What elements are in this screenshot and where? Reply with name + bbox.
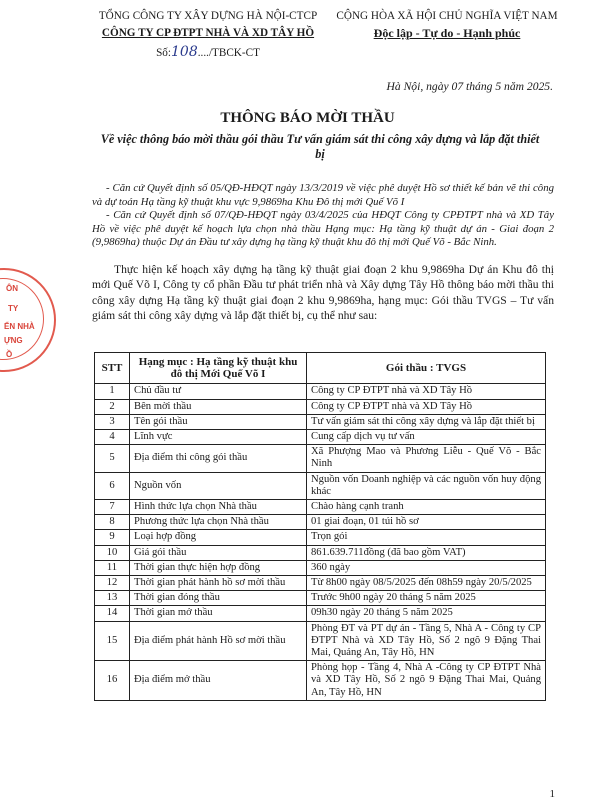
row-number: 12 xyxy=(95,576,130,591)
row-item: Thời gian đóng thầu xyxy=(130,591,307,606)
table-row xyxy=(95,500,546,515)
row-number: 15 xyxy=(95,621,130,661)
citation-2: - Căn cứ Quyết định số 07/QĐ-HĐQT ngày 03/4/2025 của HĐQT Công ty CPĐTPT nhà và XD Tây Hồ về việc phê duyệt kế hoạch lựa chọn nhà thầu Hạng mục: Hạ tầng kỹ thuật dự án - Giai đoạn 2 (9,9869ha) thuộc Dự án Đầu tư xây dựng hạ tầng kỹ thuật khu đô thị mới Quế Võ - Bắc Ninh. xyxy=(92,209,554,248)
row-value: Cung cấp dịch vụ tư vấn xyxy=(307,430,546,445)
intro-paragraph: Thực hiện kế hoạch xây dựng hạ tầng kỹ thuật giai đoạn 2 khu 9,9869ha Dự án Khu đô thị mới Quế Võ I, Công ty cổ phần Đầu tư phát triển nhà và Xây dựng Tây Hồ thông báo mời thầu thi công xây dựng Hạ tầng kỹ thuật giai đoạn 2 khu 9,9869ha, hạng mục: Gói thầu TVGS – Tư vấn giám sát thi công xây dựng và lắp đặt thiết bị, cụ thể như sau: xyxy=(92,263,554,322)
table-row xyxy=(95,560,546,575)
row-value: Công ty CP ĐTPT nhà và XD Tây Hồ xyxy=(307,384,546,399)
row-number: 4 xyxy=(95,430,130,445)
row-value: 360 ngày xyxy=(307,560,546,575)
row-value: Phòng họp - Tầng 4, Nhà A -Công ty CP ĐTPT Nhà và XD Tây Hồ, Số 2 ngõ 9 Đặng Thai Mai, Quảng An, Tây Hồ, HN xyxy=(307,661,546,701)
table-row xyxy=(95,621,546,661)
table-row xyxy=(95,445,546,472)
document-number xyxy=(92,44,324,62)
row-value: Chào hàng cạnh tranh xyxy=(307,500,546,515)
table-row xyxy=(95,576,546,591)
row-item: Bên mời thầu xyxy=(130,399,307,414)
issue-date: Hà Nội, ngày 07 tháng 5 năm 2025. xyxy=(386,80,553,93)
row-value: Công ty CP ĐTPT nhà và XD Tây Hồ xyxy=(307,399,546,414)
legal-basis xyxy=(92,182,554,250)
issuer-block xyxy=(92,8,324,62)
row-item: Địa điểm thi công gói thầu xyxy=(130,445,307,472)
table-row xyxy=(95,591,546,606)
row-value: 01 giai đoạn, 01 túi hồ sơ xyxy=(307,515,546,530)
col-package: Gói thầu : TVGS xyxy=(307,353,546,384)
national-header xyxy=(322,8,572,42)
table-row xyxy=(95,399,546,414)
row-item: Thời gian phát hành hồ sơ mời thầu xyxy=(130,576,307,591)
bid-info-table xyxy=(94,352,546,701)
row-number: 7 xyxy=(95,500,130,515)
row-item: Thời gian mở thầu xyxy=(130,606,307,621)
row-item: Địa điểm mở thầu xyxy=(130,661,307,701)
row-value: Tư vấn giám sát thi công xây dựng và lắp đặt thiết bị xyxy=(307,414,546,429)
row-item: Phương thức lựa chọn Nhà thầu xyxy=(130,515,307,530)
row-value: 09h30 ngày 20 tháng 5 năm 2025 xyxy=(307,606,546,621)
row-number: 8 xyxy=(95,515,130,530)
row-number: 16 xyxy=(95,661,130,701)
nation-name: CỘNG HÒA XÃ HỘI CHỦ NGHĨA VIỆT NAM xyxy=(336,10,558,22)
table-row xyxy=(95,515,546,530)
row-value: Nguồn vốn Doanh nghiệp và các nguồn vốn huy động khác xyxy=(307,472,546,499)
row-item: Tên gói thầu xyxy=(130,414,307,429)
table-row xyxy=(95,530,546,545)
row-number: 5 xyxy=(95,445,130,472)
table-row xyxy=(95,414,546,429)
citation-1: - Căn cứ Quyết định số 05/QĐ-HĐQT ngày 13/3/2019 về việc phê duyệt Hồ sơ thiết kế bản vẽ thi công và dự toán Hạ tầng kỹ thuật khu vực 9,9869ha Khu Đô thị mới Quế Võ I xyxy=(92,182,554,208)
national-motto: Độc lập - Tự do - Hạnh phúc xyxy=(373,26,521,40)
doc-no-prefix: Số: xyxy=(156,47,172,59)
table-row xyxy=(95,430,546,445)
row-number: 14 xyxy=(95,606,130,621)
row-value: Xã Phượng Mao và Phương Liễu - Quế Võ - Bắc Ninh xyxy=(307,445,546,472)
row-item: Chủ đầu tư xyxy=(130,384,307,399)
col-stt: STT xyxy=(95,353,130,384)
row-value: Trước 9h00 ngày 20 tháng 5 năm 2025 xyxy=(307,591,546,606)
row-number: 2 xyxy=(95,399,130,414)
row-value: Phòng ĐT và PT dự án - Tầng 5, Nhà A - Công ty CP ĐTPT Nhà và XD Tây Hồ, Số 2 ngõ 9 Đặng Thai Mai, Quảng An, Tây Hồ, HN xyxy=(307,621,546,661)
row-item: Nguồn vốn xyxy=(130,472,307,499)
table-header-row xyxy=(95,353,546,384)
row-item: Hình thức lựa chọn Nhà thầu xyxy=(130,500,307,515)
row-item: Giá gói thầu xyxy=(130,545,307,560)
row-value: 861.639.711đồng (đã bao gồm VAT) xyxy=(307,545,546,560)
row-number: 9 xyxy=(95,530,130,545)
doc-no-suffix: ..../TBCK-CT xyxy=(197,47,260,59)
table-row xyxy=(95,545,546,560)
row-item: Lĩnh vực xyxy=(130,430,307,445)
row-value: Từ 8h00 ngày 08/5/2025 đến 08h59 ngày 20/5/2025 xyxy=(307,576,546,591)
parent-corporation: TỔNG CÔNG TY XÂY DỰNG HÀ NỘI-CTCP xyxy=(98,10,318,22)
row-number: 11 xyxy=(95,560,130,575)
row-item: Thời gian thực hiện hợp đồng xyxy=(130,560,307,575)
table-row xyxy=(95,384,546,399)
document-subtitle: Về việc thông báo mời thầu gói thầu Tư vấn giám sát thi công xây dựng và lắp đặt thiết bị xyxy=(100,132,540,161)
row-number: 10 xyxy=(95,545,130,560)
row-number: 1 xyxy=(95,384,130,399)
table-row xyxy=(95,606,546,621)
doc-no-handwritten: 108 xyxy=(171,44,198,60)
col-item: Hạng mục : Hạ tầng kỹ thuật khu đô thị Mới Quế Võ I xyxy=(130,353,307,384)
document-title: THÔNG BÁO MỜI THẦU xyxy=(220,110,395,126)
row-item: Địa điểm phát hành Hồ sơ mời thầu xyxy=(130,621,307,661)
table-row xyxy=(95,661,546,701)
row-number: 3 xyxy=(95,414,130,429)
row-item: Loại hợp đồng xyxy=(130,530,307,545)
row-value: Trọn gói xyxy=(307,530,546,545)
table-row xyxy=(95,472,546,499)
company-seal-stamp: ÔN TY ỂN NHÀ ỰNG Ồ xyxy=(0,268,56,372)
row-number: 6 xyxy=(95,472,130,499)
row-number: 13 xyxy=(95,591,130,606)
page-number: 1 xyxy=(549,788,555,800)
company-name: CÔNG TY CP ĐTPT NHÀ VÀ XD TÂY HỒ xyxy=(101,27,315,39)
